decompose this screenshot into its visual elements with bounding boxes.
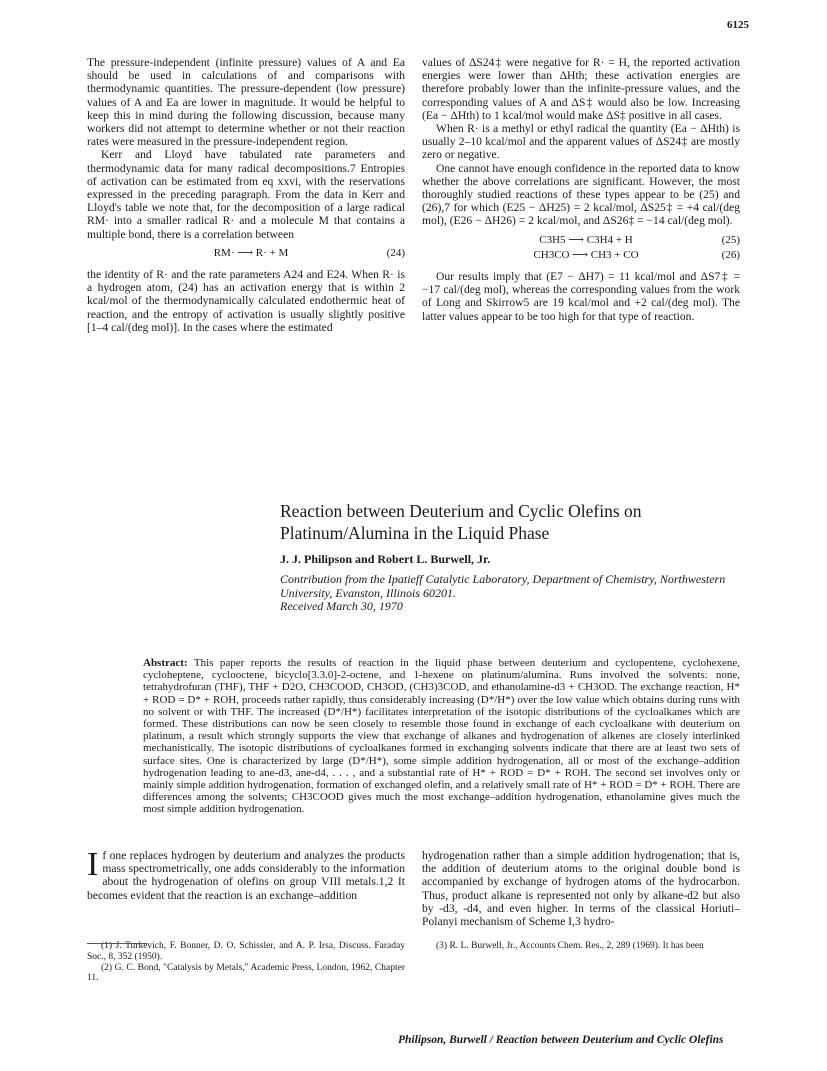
footnote: (1) J. Turkevich, F. Bonner, D. O. Schissler, and A. P. Irsa, Discuss. Faraday Soc., 8, 352 (1950). — [87, 941, 405, 962]
affiliation-text: Contribution from the Ipatieff Catalytic Laboratory, Department of Chemistry, Northwestern University, Evanston, Illinois 60201. — [280, 572, 726, 600]
equation-24 — [87, 247, 405, 260]
equation-number: (26) — [721, 248, 740, 261]
footnote: (3) R. L. Burwell, Jr., Accounts Chem. Res., 2, 289 (1969). It has been — [436, 941, 704, 951]
paragraph: Our results imply that (E7 − ΔH7) = 11 kcal/mol and ΔS7‡ = −17 cal/(deg mol), whereas the corresponding values from the work of Long and Skirrow5 are 19 kcal/mol and +2 cal/(deg mol). The latter values appear to be too high for that type of reaction. — [422, 270, 740, 323]
equation-number: (24) — [386, 246, 405, 259]
article-authors: J. J. Philipson and Robert L. Burwell, Jr. — [280, 552, 491, 566]
equation-26 — [422, 249, 740, 262]
paragraph: the identity of R· and the rate parameters A24 and E24. When R· is a hydrogen atom, (24) has an activation energy that is within 2 kcal/mol of the thermodynamically calculated endothermic heat of reaction, and the entropy of activation is usually slightly positive [1–4 cal/(deg mol)]. In the cases where the estimated — [87, 268, 405, 334]
footnote-rule — [87, 943, 147, 944]
drop-cap: I — [87, 846, 99, 883]
paragraph: The pressure-independent (infinite pressure) values of A and Ea should be used in calculations of and comparisons with thermodynamic quantities. The pressure-dependent (low pressure) values of A and Ea are lower in magnitude. It would be helpful to keep this in mind during the following discussion, because many workers did not attempt to determine whether or not their reaction rates were measured in the pressure-independent region. — [87, 56, 405, 149]
paragraph: One cannot have enough confidence in the reported data to know whether the above correlations are significant. However, the most thoroughly studied reactions of these types appear to be (25) and (26),7 for which (E25 − ΔH25) = 2 kcal/mol, ΔS25‡ = +4 cal/(deg mol), (E26 − ΔH26) = 2 kcal/mol, and ΔS26‡ = −14 cal/(deg mol). — [422, 161, 740, 228]
paragraph: When R· is a methyl or ethyl radical the quantity (Ea − ΔHth) is usually 2–10 kcal/mol and the apparent values of ΔS24‡ are mostly zero or negative. — [422, 122, 740, 162]
abstract-label: Abstract: — [143, 657, 188, 669]
right-column-bottom — [422, 849, 740, 952]
abstract — [143, 657, 740, 816]
intro-text: f one replaces hydrogen by deuterium and analyzes the products mass spectrometrically, one adds considerably to the information about the hydrogenation of olefins on group VIII metals.1,2 It becomes evident that the reaction is an exchange–addition — [87, 849, 405, 902]
article-title: Reaction between Deuterium and Cyclic Olefins on Platinum/Alumina in the Liquid Phase — [280, 501, 642, 543]
paragraph: values of ΔS24‡ were negative for R· = H, the reported activation energies were lower than ΔHth; these activation energies are therefore probably lower than the infinite-pressure values, and the corresponding values of A and ΔS‡ would also be low. Increasing (Ea − ΔHth) to 1 kcal/mol would make ΔS‡ positive in all cases. — [422, 56, 740, 122]
equation-25 — [422, 234, 740, 247]
article-affiliation — [280, 573, 740, 614]
equation-number: (25) — [721, 233, 740, 246]
running-footer: Philipson, Burwell / Reaction between Deuterium and Cyclic Olefins — [398, 1034, 724, 1046]
abstract-text: This paper reports the results of reaction in the liquid phase between deuterium and cyclopentene, cyclohexene, cycloheptene, cyclooctene, bicyclo[3.3.0]-2-octene, and 1-hexene on platinum/alumina. Runs involved the solvents: none, tetrahydrofuran (THF), THF + D2O, CH3COOD, CH3OD, (CH3)3COD, and ethanolamine-d3 + CH3OD. The exchange reaction, H* + ROD = D* + ROH, proceeds rather rapidly, thus considerably increasing (D*/H*) over the low value which obtains during runs with no solvent or with THF. The increased (D*/H*) facilitates interpretation of the isotopic distributions of the cycloalkanes which are formed. These distributions can now be seen closely to resemble those found in exchange of each cycloalkane with deuterium on platinum, a result which strongly supports the view that exchange of alkanes and hydrogenation of alkenes are closely interlinked mechanistically. The isotopic distributions of cycloalkanes formed in exchanging solvents indicate that there are at least two sets of surface sites. One is characterized by large (D*/H*), some simple addition hydrogenation, all or most of the exchange–addition hydrogenation leading to ane-d3, ane-d4, . . . , and a substantial rate of H* + ROD = D* + ROH. The second set involves only or mainly simple addition hydrogenation, formation of exchanged olefin, and a relatively small rate of H* + ROD = D* + ROH. There are differences among the solvents; CH3COOD gives much the most exchange–addition hydrogenation, ethanolamine gives much the most simple addition hydrogenation. — [143, 657, 740, 816]
paragraph: Kerr and Lloyd have tabulated rate parameters and thermodynamic data for many radical decompositions.7 Entropies of activation can be estimated from eq xxvi, with the reservations expressed in the preceding paragraph. From the data in Kerr and Lloyd's table we note that, for the decomposition of a large radical RM· into a smaller radical R· and a molecule M that contains a multiple bond, there is a correlation between — [87, 148, 405, 241]
left-column-top — [87, 56, 405, 334]
equation-expression: C3H5 ⟶ C3H4 + H — [539, 233, 633, 246]
footnote: (2) G. C. Bond, "Catalysis by Metals," Academic Press, London, 1962, Chapter 11. — [87, 962, 405, 984]
equation-expression: CH3CO ⟶ CH3 + CO — [533, 248, 639, 261]
right-column-top — [422, 56, 740, 323]
intro-text-continued: hydrogenation rather than a simple addition hydrogenation; that is, the addition of deuterium atoms to the original double bond is accompanied by exchange of hydrogen atoms of the hydrocarbon. Thus, product alkane is represented not only by alkane-d2 but also by -d3, -d4, and even higher. In terms of the classical Horiuti–Polanyi mechanism of Scheme I,3 hydro- — [422, 849, 740, 929]
page-number: 6125 — [727, 19, 749, 31]
left-column-bottom — [87, 846, 405, 984]
received-date: Received March 30, 1970 — [280, 599, 403, 613]
equation-expression: RM· ⟶ R· + M — [213, 246, 289, 259]
